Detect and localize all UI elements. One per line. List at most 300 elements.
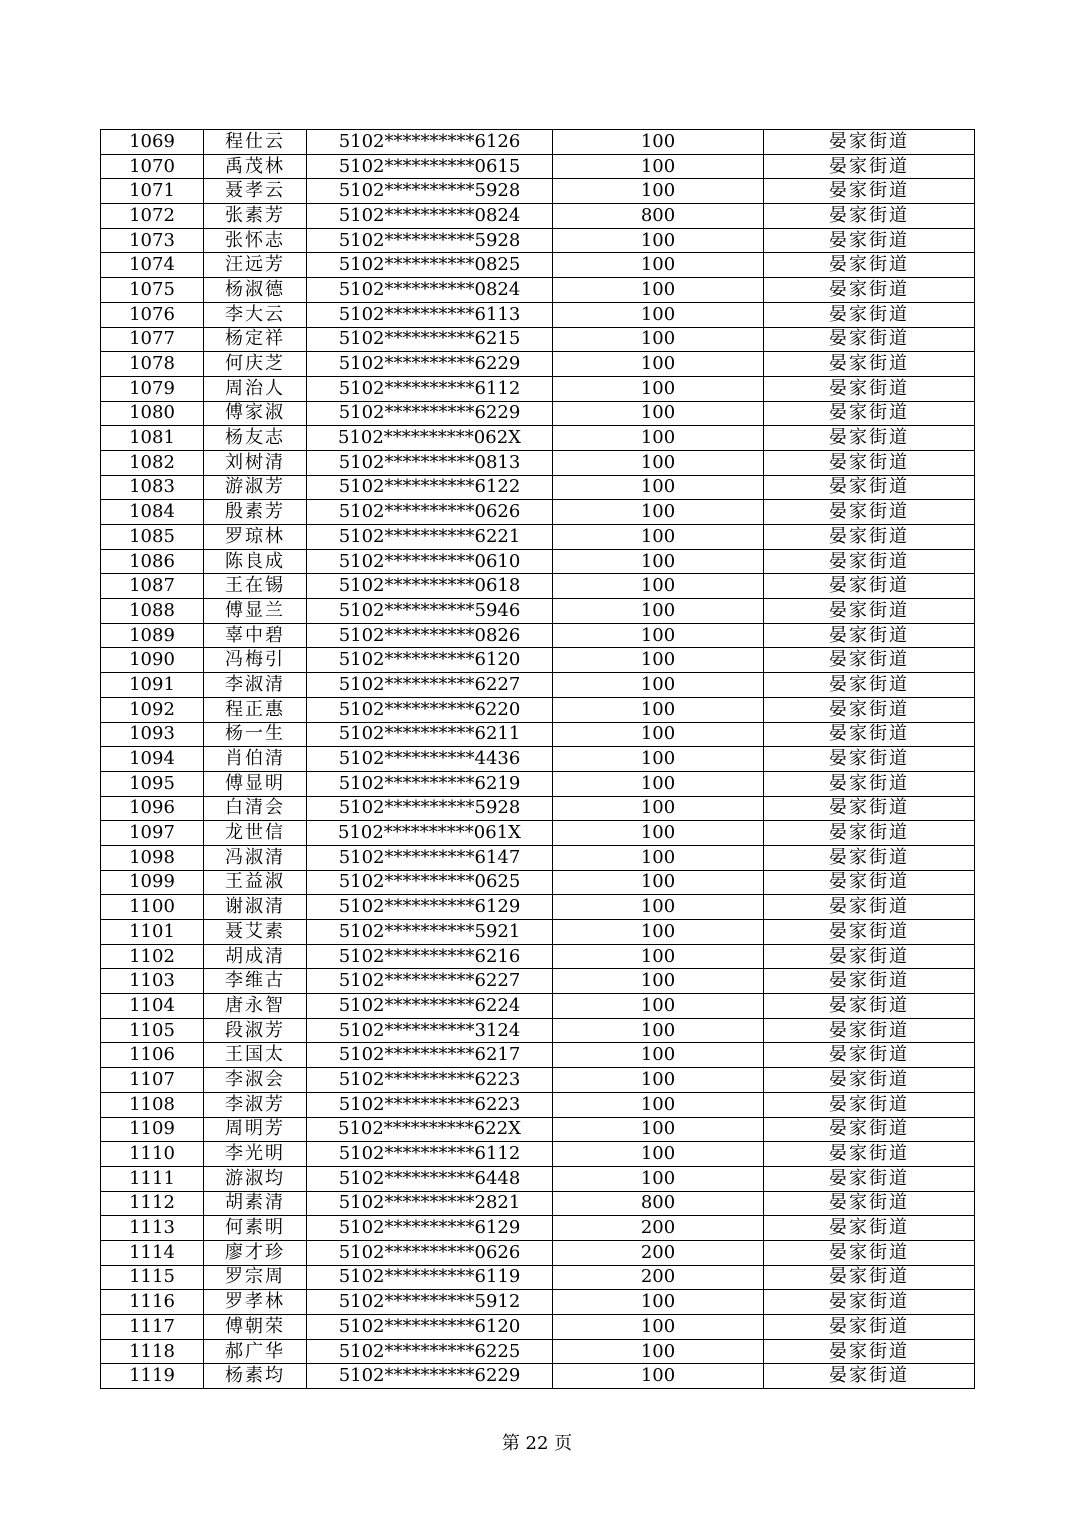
serial-number-cell: 1077 [101,327,204,352]
id-number-cell: 5102**********4436 [307,747,553,772]
amount-cell: 100 [553,1166,764,1191]
amount-cell: 100 [553,648,764,673]
street-cell: 晏家街道 [764,1068,975,1093]
serial-number-cell: 1076 [101,302,204,327]
table-row [101,426,975,451]
street-cell: 晏家街道 [764,327,975,352]
serial-number-cell: 1093 [101,722,204,747]
serial-number-cell: 1115 [101,1265,204,1290]
street-cell: 晏家街道 [764,253,975,278]
serial-number-cell: 1085 [101,525,204,550]
street-cell: 晏家街道 [764,228,975,253]
amount-cell: 800 [553,1191,764,1216]
amount-cell: 100 [553,821,764,846]
name-cell: 胡素清 [204,1191,307,1216]
amount-cell: 100 [553,549,764,574]
name-cell: 聂孝云 [204,179,307,204]
page-number: 第 22 页 [501,1433,573,1454]
street-cell: 晏家街道 [764,920,975,945]
serial-number-cell: 1082 [101,450,204,475]
street-cell: 晏家街道 [764,1265,975,1290]
id-number-cell: 5102**********0615 [307,154,553,179]
table-row [101,1068,975,1093]
name-cell: 聂艾素 [204,920,307,945]
table-row [101,228,975,253]
name-cell: 杨友志 [204,426,307,451]
id-number-cell: 5102**********0618 [307,574,553,599]
id-number-cell: 5102**********6113 [307,302,553,327]
table-row [101,278,975,303]
serial-number-cell: 1083 [101,475,204,500]
serial-number-cell: 1088 [101,599,204,624]
name-cell: 杨淑德 [204,278,307,303]
street-cell: 晏家街道 [764,450,975,475]
serial-number-cell: 1073 [101,228,204,253]
street-cell: 晏家街道 [764,525,975,550]
street-cell: 晏家街道 [764,673,975,698]
id-number-cell: 5102**********6215 [307,327,553,352]
id-number-cell: 5102**********062X [307,426,553,451]
name-cell: 杨一生 [204,722,307,747]
id-number-cell: 5102**********6224 [307,994,553,1019]
street-cell: 晏家街道 [764,821,975,846]
serial-number-cell: 1105 [101,1018,204,1043]
table-row [101,920,975,945]
street-cell: 晏家街道 [764,1092,975,1117]
table-row [101,1339,975,1364]
street-cell: 晏家街道 [764,969,975,994]
table-row [101,673,975,698]
serial-number-cell: 1097 [101,821,204,846]
id-number-cell: 5102**********622X [307,1117,553,1142]
serial-number-cell: 1118 [101,1339,204,1364]
table-row [101,1315,975,1340]
street-cell: 晏家街道 [764,895,975,920]
id-number-cell: 5102**********0625 [307,870,553,895]
name-cell: 禹茂林 [204,154,307,179]
street-cell: 晏家街道 [764,845,975,870]
name-cell: 程仕云 [204,130,307,155]
amount-cell: 100 [553,747,764,772]
id-number-cell: 5102**********0610 [307,549,553,574]
street-cell: 晏家街道 [764,1142,975,1167]
name-cell: 傅朝荣 [204,1315,307,1340]
id-number-cell: 5102**********6126 [307,130,553,155]
name-cell: 罗琼林 [204,525,307,550]
amount-cell: 100 [553,253,764,278]
serial-number-cell: 1104 [101,994,204,1019]
street-cell: 晏家街道 [764,771,975,796]
name-cell: 段淑芳 [204,1018,307,1043]
name-cell: 张怀志 [204,228,307,253]
table-row [101,549,975,574]
name-cell: 何庆芝 [204,352,307,377]
serial-number-cell: 1079 [101,376,204,401]
amount-cell: 100 [553,1364,764,1389]
amount-cell: 100 [553,1315,764,1340]
table-row [101,796,975,821]
name-cell: 王国太 [204,1043,307,1068]
name-cell: 李光明 [204,1142,307,1167]
amount-cell: 100 [553,1339,764,1364]
id-number-cell: 5102**********6229 [307,401,553,426]
serial-number-cell: 1071 [101,179,204,204]
id-number-cell: 5102**********6221 [307,525,553,550]
street-cell: 晏家街道 [764,944,975,969]
amount-cell: 100 [553,1142,764,1167]
id-number-cell: 5102**********0826 [307,623,553,648]
amount-cell: 100 [553,154,764,179]
serial-number-cell: 1078 [101,352,204,377]
id-number-cell: 5102**********5946 [307,599,553,624]
amount-cell: 100 [553,574,764,599]
name-cell: 殷素芳 [204,500,307,525]
id-number-cell: 5102**********061X [307,821,553,846]
name-cell: 刘树清 [204,450,307,475]
name-cell: 傅显明 [204,771,307,796]
amount-cell: 100 [553,475,764,500]
id-number-cell: 5102**********6219 [307,771,553,796]
amount-cell: 100 [553,895,764,920]
table-row [101,525,975,550]
id-number-cell: 5102**********3124 [307,1018,553,1043]
table-row [101,1191,975,1216]
amount-cell: 100 [553,796,764,821]
name-cell: 游淑芳 [204,475,307,500]
amount-cell: 100 [553,352,764,377]
table-row [101,1117,975,1142]
street-cell: 晏家街道 [764,747,975,772]
street-cell: 晏家街道 [764,697,975,722]
name-cell: 谢淑清 [204,895,307,920]
table-row [101,574,975,599]
id-number-cell: 5102**********0813 [307,450,553,475]
id-number-cell: 5102**********5921 [307,920,553,945]
name-cell: 冯梅引 [204,648,307,673]
street-cell: 晏家街道 [764,204,975,229]
table-row [101,599,975,624]
street-cell: 晏家街道 [764,1043,975,1068]
amount-cell: 100 [553,920,764,945]
street-cell: 晏家街道 [764,994,975,1019]
id-number-cell: 5102**********0626 [307,500,553,525]
street-cell: 晏家街道 [764,1216,975,1241]
table-row [101,994,975,1019]
street-cell: 晏家街道 [764,870,975,895]
amount-cell: 100 [553,1043,764,1068]
table-row [101,500,975,525]
serial-number-cell: 1084 [101,500,204,525]
id-number-cell: 5102**********5912 [307,1290,553,1315]
table-row [101,1142,975,1167]
id-number-cell: 5102**********6129 [307,1216,553,1241]
table-row [101,771,975,796]
table-row [101,302,975,327]
street-cell: 晏家街道 [764,796,975,821]
amount-cell: 100 [553,278,764,303]
street-cell: 晏家街道 [764,1290,975,1315]
id-number-cell: 5102**********0825 [307,253,553,278]
serial-number-cell: 1100 [101,895,204,920]
serial-number-cell: 1087 [101,574,204,599]
id-number-cell: 5102**********0824 [307,278,553,303]
name-cell: 肖伯清 [204,747,307,772]
amount-cell: 100 [553,525,764,550]
amount-cell: 100 [553,771,764,796]
name-cell: 王在锡 [204,574,307,599]
id-number-cell: 5102**********6225 [307,1339,553,1364]
name-cell: 龙世信 [204,821,307,846]
id-number-cell: 5102**********2821 [307,1191,553,1216]
amount-cell: 100 [553,870,764,895]
table-row [101,895,975,920]
street-cell: 晏家街道 [764,475,975,500]
name-cell: 陈良成 [204,549,307,574]
name-cell: 傅家淑 [204,401,307,426]
street-cell: 晏家街道 [764,1191,975,1216]
id-number-cell: 5102**********6122 [307,475,553,500]
amount-cell: 100 [553,401,764,426]
table-row [101,352,975,377]
amount-cell: 800 [553,204,764,229]
name-cell: 周明芳 [204,1117,307,1142]
table-row [101,1018,975,1043]
id-number-cell: 5102**********6448 [307,1166,553,1191]
street-cell: 晏家街道 [764,302,975,327]
amount-cell: 100 [553,673,764,698]
serial-number-cell: 1074 [101,253,204,278]
name-cell: 李淑清 [204,673,307,698]
street-cell: 晏家街道 [764,1364,975,1389]
serial-number-cell: 1095 [101,771,204,796]
amount-cell: 100 [553,500,764,525]
street-cell: 晏家街道 [764,1018,975,1043]
serial-number-cell: 1075 [101,278,204,303]
serial-number-cell: 1109 [101,1117,204,1142]
table-row [101,253,975,278]
amount-cell: 100 [553,376,764,401]
table-row [101,1290,975,1315]
amount-cell: 100 [553,179,764,204]
serial-number-cell: 1113 [101,1216,204,1241]
serial-number-cell: 1090 [101,648,204,673]
id-number-cell: 5102**********5928 [307,179,553,204]
amount-cell: 100 [553,722,764,747]
table-body [101,130,975,1389]
serial-number-cell: 1092 [101,697,204,722]
serial-number-cell: 1070 [101,154,204,179]
id-number-cell: 5102**********5928 [307,228,553,253]
table-row [101,648,975,673]
id-number-cell: 5102**********6223 [307,1092,553,1117]
name-cell: 冯淑清 [204,845,307,870]
id-number-cell: 5102**********6229 [307,1364,553,1389]
id-number-cell: 5102**********6223 [307,1068,553,1093]
serial-number-cell: 1096 [101,796,204,821]
table-row [101,376,975,401]
street-cell: 晏家街道 [764,722,975,747]
street-cell: 晏家街道 [764,154,975,179]
name-cell: 李大云 [204,302,307,327]
table-row [101,870,975,895]
amount-cell: 100 [553,450,764,475]
amount-cell: 100 [553,327,764,352]
id-number-cell: 5102**********6220 [307,697,553,722]
id-number-cell: 5102**********6227 [307,969,553,994]
table-row [101,204,975,229]
street-cell: 晏家街道 [764,1240,975,1265]
amount-cell: 100 [553,845,764,870]
street-cell: 晏家街道 [764,130,975,155]
table-row [101,1265,975,1290]
serial-number-cell: 1114 [101,1240,204,1265]
serial-number-cell: 1116 [101,1290,204,1315]
amount-cell: 100 [553,599,764,624]
street-cell: 晏家街道 [764,1117,975,1142]
amount-cell: 100 [553,969,764,994]
serial-number-cell: 1099 [101,870,204,895]
amount-cell: 100 [553,1068,764,1093]
name-cell: 周治人 [204,376,307,401]
name-cell: 杨素均 [204,1364,307,1389]
name-cell: 李维古 [204,969,307,994]
amount-cell: 100 [553,1290,764,1315]
id-number-cell: 5102**********6120 [307,648,553,673]
name-cell: 胡成清 [204,944,307,969]
amount-cell: 100 [553,426,764,451]
street-cell: 晏家街道 [764,352,975,377]
id-number-cell: 5102**********6119 [307,1265,553,1290]
street-cell: 晏家街道 [764,1339,975,1364]
amount-cell: 100 [553,1117,764,1142]
name-cell: 傅显兰 [204,599,307,624]
street-cell: 晏家街道 [764,500,975,525]
id-number-cell: 5102**********6112 [307,376,553,401]
table-row [101,450,975,475]
name-cell: 辜中碧 [204,623,307,648]
serial-number-cell: 1103 [101,969,204,994]
serial-number-cell: 1111 [101,1166,204,1191]
street-cell: 晏家街道 [764,648,975,673]
name-cell: 程正惠 [204,697,307,722]
street-cell: 晏家街道 [764,401,975,426]
serial-number-cell: 1110 [101,1142,204,1167]
name-cell: 罗孝林 [204,1290,307,1315]
serial-number-cell: 1107 [101,1068,204,1093]
table-row [101,845,975,870]
serial-number-cell: 1081 [101,426,204,451]
serial-number-cell: 1117 [101,1315,204,1340]
street-cell: 晏家街道 [764,599,975,624]
serial-number-cell: 1101 [101,920,204,945]
street-cell: 晏家街道 [764,623,975,648]
table-row [101,179,975,204]
serial-number-cell: 1086 [101,549,204,574]
id-number-cell: 5102**********6112 [307,1142,553,1167]
id-number-cell: 5102**********6217 [307,1043,553,1068]
id-number-cell: 5102**********6227 [307,673,553,698]
name-cell: 郝广华 [204,1339,307,1364]
name-cell: 杨定祥 [204,327,307,352]
amount-cell: 100 [553,130,764,155]
serial-number-cell: 1119 [101,1364,204,1389]
table-row [101,1240,975,1265]
amount-cell: 100 [553,302,764,327]
amount-cell: 100 [553,1018,764,1043]
table-row [101,969,975,994]
table-row [101,697,975,722]
amount-cell: 100 [553,697,764,722]
table-row [101,1043,975,1068]
serial-number-cell: 1069 [101,130,204,155]
data-table [100,129,975,1389]
name-cell: 何素明 [204,1216,307,1241]
name-cell: 罗宗周 [204,1265,307,1290]
name-cell: 王益淑 [204,870,307,895]
table-row [101,1166,975,1191]
id-number-cell: 5102**********6229 [307,352,553,377]
amount-cell: 100 [553,944,764,969]
street-cell: 晏家街道 [764,376,975,401]
street-cell: 晏家街道 [764,1166,975,1191]
table-row [101,401,975,426]
amount-cell: 200 [553,1216,764,1241]
amount-cell: 100 [553,994,764,1019]
serial-number-cell: 1080 [101,401,204,426]
table-row [101,747,975,772]
name-cell: 汪远芳 [204,253,307,278]
name-cell: 游淑均 [204,1166,307,1191]
table-row [101,1216,975,1241]
serial-number-cell: 1098 [101,845,204,870]
table-row [101,327,975,352]
serial-number-cell: 1108 [101,1092,204,1117]
id-number-cell: 5102**********6147 [307,845,553,870]
table-row [101,722,975,747]
serial-number-cell: 1091 [101,673,204,698]
table-row [101,1364,975,1389]
serial-number-cell: 1072 [101,204,204,229]
name-cell: 唐永智 [204,994,307,1019]
table-row [101,821,975,846]
table-row [101,475,975,500]
table-row [101,130,975,155]
table-row [101,1092,975,1117]
street-cell: 晏家街道 [764,549,975,574]
id-number-cell: 5102**********0626 [307,1240,553,1265]
amount-cell: 100 [553,228,764,253]
id-number-cell: 5102**********6120 [307,1315,553,1340]
serial-number-cell: 1112 [101,1191,204,1216]
amount-cell: 200 [553,1240,764,1265]
name-cell: 李淑芳 [204,1092,307,1117]
serial-number-cell: 1102 [101,944,204,969]
name-cell: 白清会 [204,796,307,821]
street-cell: 晏家街道 [764,574,975,599]
name-cell: 张素芳 [204,204,307,229]
amount-cell: 100 [553,623,764,648]
name-cell: 李淑会 [204,1068,307,1093]
street-cell: 晏家街道 [764,426,975,451]
id-number-cell: 5102**********6216 [307,944,553,969]
id-number-cell: 5102**********6211 [307,722,553,747]
street-cell: 晏家街道 [764,179,975,204]
name-cell: 廖才珍 [204,1240,307,1265]
table-row [101,154,975,179]
table-row [101,623,975,648]
street-cell: 晏家街道 [764,278,975,303]
serial-number-cell: 1089 [101,623,204,648]
